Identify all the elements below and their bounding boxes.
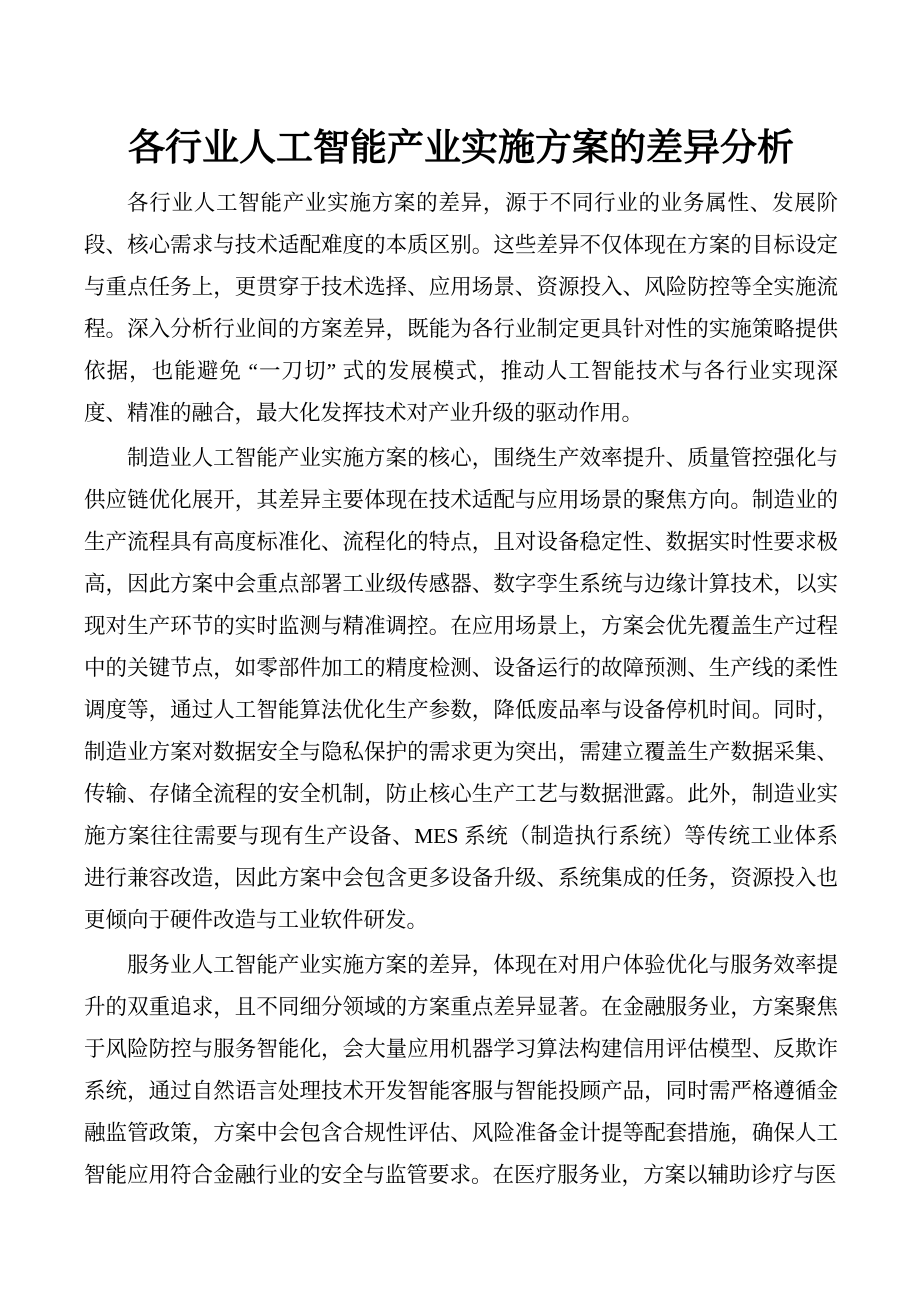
paragraph-overview: 各行业人工智能产业实施方案的差异，源于不同行业的业务属性、发展阶段、核心需求与技术适配难度的本质区别。这些差异不仅体现在方案的目标设定与重点任务上，更贯穿于技术选择、应用场景、资源投入、风险防控等全实施流程。深入分析行业间的方案差异，既能为各行业制定更具针对性的实施策略提供依据，也能避免 “一刀切” 式的发展模式，推动人工智能技术与各行业实现深度、精准的融合，最大化发挥技术对产业升级的驱动作用。 [84, 191, 838, 425]
document-title: 各行业人工智能产业实施方案的差异分析 [128, 127, 794, 168]
paragraph-manufacturing: 制造业人工智能产业实施方案的核心，围绕生产效率提升、质量管控强化与供应链优化展开，其差异主要体现在技术适配与应用场景的聚焦方向。制造业的生产流程具有高度标准化、流程化的特点，且对设备稳定性、数据实时性要求极高，因此方案中会重点部署工业级传感器、数字孪生系统与边缘计算技术，以实现对生产环节的实时监测与精准调控。在应用场景上，方案会优先覆盖生产过程中的关键节点，如零部件加工的精度检测、设备运行的故障预测、生产线的柔性调度等，通过人工智能算法优化生产参数，降低废品率与设备停机时间。同时，制造业方案对数据安全与隐私保护的需求更为突出，需建立覆盖生产数据采集、传输、存储全流程的安全机制，防止核心生产工艺与数据泄露。此外，制造业实施方案往往需要与现有生产设备、MES 系统（制造执行系统）等传统工业体系进行兼容改造，因此方案中会包含更多设备升级、系统集成的任务，资源投入也更倾向于硬件改造与工业软件研发。 [84, 446, 838, 932]
paragraph-services: 服务业人工智能产业实施方案的差异，体现在对用户体验优化与服务效率提升的双重追求，且不同细分领域的方案重点差异显著。在金融服务业，方案聚焦于风险防控与服务智能化，会大量应用机器学习算法构建信用评估模型、反欺诈系统，通过自然语言处理技术开发智能客服与智能投顾产品，同时需严格遵循金融监管政策，方案中会包含合规性评估、风险准备金计提等配套措施，确保人工智能应用符合金融行业的安全与监管要求。在医疗服务业，方案以辅助诊疗与医 [84, 953, 838, 1187]
document-body [84, 182, 838, 1196]
